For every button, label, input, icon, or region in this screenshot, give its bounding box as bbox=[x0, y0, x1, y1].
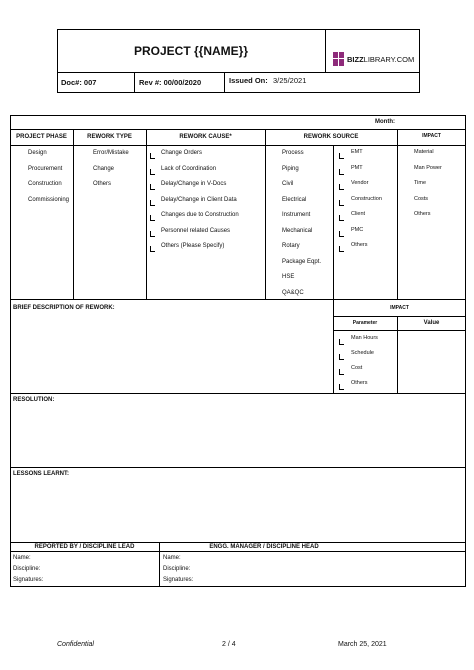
source-others: Others bbox=[351, 242, 368, 248]
reported-discipline-label: Discipline: bbox=[13, 566, 41, 572]
impact-man-power: Man Power bbox=[414, 165, 442, 171]
source-process: Process bbox=[282, 150, 304, 156]
cause-checkbox[interactable] bbox=[150, 200, 155, 206]
page-number: 2 / 4 bbox=[222, 641, 236, 648]
lessons-learnt-field[interactable] bbox=[14, 480, 462, 538]
cause-lack-of-coordination: Lack of Coordination bbox=[161, 166, 217, 172]
impact-others: Others bbox=[414, 211, 431, 217]
param-checkbox[interactable] bbox=[339, 369, 344, 375]
type-change: Change bbox=[93, 166, 115, 172]
row-line bbox=[10, 551, 466, 552]
phase-construction: Construction bbox=[28, 181, 62, 187]
reported-by-title: REPORTED BY / DISCIPLINE LEAD bbox=[34, 544, 135, 550]
source-emt: EMT bbox=[351, 149, 363, 155]
row-line bbox=[10, 299, 466, 300]
type-others: Others bbox=[93, 181, 112, 187]
impact-costs: Costs bbox=[414, 196, 429, 202]
col-line bbox=[397, 316, 398, 393]
logo-text-bold: BIZZ bbox=[347, 55, 364, 64]
param-checkbox[interactable] bbox=[339, 339, 344, 345]
cause-checkbox[interactable] bbox=[150, 215, 155, 221]
doc-number: Doc#: 007 bbox=[61, 78, 97, 87]
col-rework-type: REWORK TYPE bbox=[87, 134, 132, 140]
source-piping: Piping bbox=[282, 166, 299, 172]
source-package-eqpt: Package Eqpt. bbox=[282, 259, 322, 265]
brief-description-label: BRIEF DESCRIPTION OF REWORK: bbox=[13, 305, 115, 311]
cause-personnel: Personnel related Causes bbox=[161, 228, 231, 234]
confidential-label: Confidential bbox=[57, 641, 94, 648]
value-header: Value bbox=[423, 320, 440, 326]
param-others: Others bbox=[351, 380, 368, 386]
col-line bbox=[146, 129, 147, 299]
cause-others: Others (Please Specify) bbox=[161, 243, 225, 249]
source-vendor: Vendor bbox=[351, 180, 369, 186]
impact-section-title: IMPACT bbox=[390, 305, 409, 311]
cause-delay-client-data: Delay/Change in Client Data bbox=[161, 197, 237, 203]
source-electrical: Electrical bbox=[282, 197, 307, 203]
header-divider bbox=[134, 72, 135, 93]
manager-signatures-label: Signatures: bbox=[163, 577, 194, 583]
source-rotary: Rotary bbox=[282, 243, 300, 249]
cause-checkbox[interactable] bbox=[150, 184, 155, 190]
source-client: Client bbox=[351, 211, 366, 217]
cause-delay-vdocs: Delay/Change in V-Docs bbox=[161, 181, 227, 187]
brief-description-field[interactable] bbox=[14, 314, 330, 392]
param-man-hours: Man Hours bbox=[351, 335, 378, 341]
param-cost: Cost bbox=[351, 365, 363, 371]
resolution-label: RESOLUTION: bbox=[13, 397, 55, 403]
source-pmt: PMT bbox=[351, 165, 363, 171]
phase-design: Design bbox=[28, 150, 47, 156]
month-label: Month: bbox=[375, 119, 395, 125]
lessons-learnt-label: LESSONS LEARNT: bbox=[13, 471, 70, 477]
manager-name-label: Name: bbox=[163, 555, 181, 561]
source-checkbox[interactable] bbox=[339, 246, 344, 252]
source-checkbox[interactable] bbox=[339, 231, 344, 237]
impact-material: Material bbox=[414, 149, 434, 155]
col-line bbox=[333, 145, 334, 299]
source-checkbox[interactable] bbox=[339, 184, 344, 190]
cause-checkbox[interactable] bbox=[150, 231, 155, 237]
source-construction: Construction bbox=[351, 196, 382, 202]
source-hse: HSE bbox=[282, 274, 295, 280]
col-project-phase: PROJECT PHASE bbox=[16, 134, 67, 140]
col-line bbox=[397, 129, 398, 299]
source-instrument: Instrument bbox=[282, 212, 311, 218]
bizzlibrary-logo-text bbox=[347, 56, 414, 64]
source-checkbox[interactable] bbox=[339, 215, 344, 221]
col-rework-source: REWORK SOURCE bbox=[303, 134, 359, 140]
source-checkbox[interactable] bbox=[339, 153, 344, 159]
manager-discipline-label: Discipline: bbox=[163, 566, 191, 572]
source-mechanical: Mechanical bbox=[282, 228, 313, 234]
row-line bbox=[333, 316, 466, 317]
type-error-mistake: Error/Mistake bbox=[93, 150, 129, 156]
issued-on-label: Issued On: bbox=[229, 76, 268, 85]
param-schedule: Schedule bbox=[351, 350, 374, 356]
cause-checkbox[interactable] bbox=[150, 246, 155, 252]
source-pmc: PMC bbox=[351, 227, 364, 233]
footer-date: March 25, 2021 bbox=[338, 641, 387, 648]
resolution-field[interactable] bbox=[14, 406, 462, 466]
impact-time: Time bbox=[414, 180, 427, 186]
col-impact: IMPACT bbox=[422, 133, 441, 139]
parameter-header: Parameter bbox=[352, 320, 378, 326]
source-checkbox[interactable] bbox=[339, 200, 344, 206]
revision-number: Rev #: 00/00/2020 bbox=[139, 78, 202, 87]
param-checkbox[interactable] bbox=[339, 384, 344, 390]
row-line bbox=[333, 330, 466, 331]
col-line bbox=[265, 129, 266, 299]
col-line bbox=[333, 299, 334, 393]
phase-commissioning: Commissioning bbox=[28, 197, 70, 203]
source-qaqc: QA&QC bbox=[282, 290, 304, 296]
source-checkbox[interactable] bbox=[339, 169, 344, 175]
reported-name-label: Name: bbox=[13, 555, 31, 561]
logo-text-rest: LIBRARY.COM bbox=[363, 55, 415, 64]
source-civil: Civil bbox=[282, 181, 294, 187]
issued-on-date: 3/25/2021 bbox=[273, 76, 307, 85]
row-line bbox=[10, 542, 466, 543]
bizzlibrary-logo-icon bbox=[333, 52, 344, 66]
cause-checkbox[interactable] bbox=[150, 169, 155, 175]
col-line bbox=[73, 129, 74, 299]
col-rework-cause: REWORK CAUSE* bbox=[179, 134, 232, 140]
header-divider bbox=[224, 72, 225, 93]
cause-change-orders: Change Orders bbox=[161, 150, 203, 156]
reported-signatures-label: Signatures: bbox=[13, 577, 44, 583]
phase-procurement: Procurement bbox=[28, 166, 63, 172]
row-line bbox=[10, 393, 466, 394]
header-row-line bbox=[57, 72, 420, 73]
param-checkbox[interactable] bbox=[339, 354, 344, 360]
cause-checkbox[interactable] bbox=[150, 153, 155, 159]
row-line bbox=[10, 467, 466, 468]
project-title: PROJECT {{NAME}} bbox=[133, 44, 249, 58]
engg-manager-title: ENGG. MANAGER / DISCIPLINE HEAD bbox=[209, 544, 319, 550]
cause-changes-construction: Changes due to Construction bbox=[161, 212, 239, 218]
header-divider bbox=[325, 29, 326, 72]
